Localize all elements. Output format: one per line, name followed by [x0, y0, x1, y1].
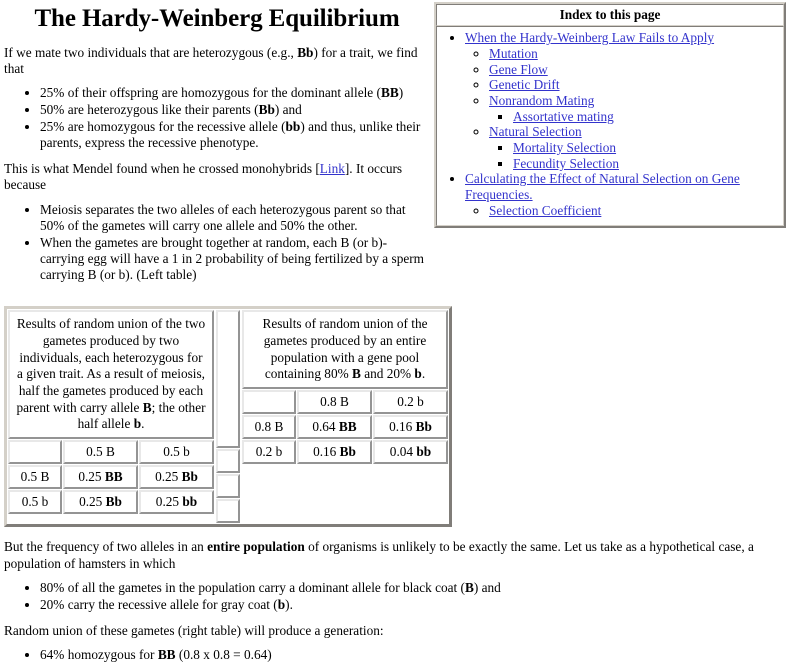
list-item: [40, 580, 794, 596]
index-link-fecundity-selection[interactable]: Fecundity Selection: [513, 155, 619, 171]
cell-genotype: bb: [182, 493, 198, 509]
index-item-mortality-selection: [513, 140, 779, 156]
index-link-genetic-drift[interactable]: Genetic Drift: [489, 77, 560, 93]
list-item: [40, 85, 430, 101]
intro-para1-bold: Bb: [297, 45, 314, 60]
list-item-post: ): [398, 85, 404, 101]
table-row: [216, 449, 240, 473]
list-item-pre: 20% carry the recessive allele for gray coat (: [40, 596, 278, 612]
index-item-gene-flow: [489, 62, 779, 78]
list-item-bold: bb: [285, 119, 301, 135]
list-item-post: ) and: [274, 102, 302, 118]
index-list: [441, 30, 779, 218]
spacer-cell-1: [216, 449, 240, 473]
caption-text: Results of random union of the two gametes produced by two individuals, each heterozygous for a given trait. As a result of meiosis, half the gametes produced by each parent with carry allele: [16, 316, 206, 415]
caption-allele-B: B: [142, 399, 152, 415]
punnett-left-cell-0-1: [139, 465, 214, 489]
intro-paragraph-1: [4, 45, 430, 77]
table-row: [216, 474, 240, 498]
table-row: [242, 440, 448, 464]
intro-para2-pre: This is what Mendel found when he crossed monohybrids [: [4, 161, 320, 177]
index-item-selection-coefficient: [489, 203, 779, 219]
right-index-column: [434, 0, 800, 228]
spacer-cell-top: [216, 310, 240, 448]
punnett-left-cell-0-0: [63, 465, 138, 489]
list-item-text: When the gametes are brought together at random, each B (or b)-carrying egg will have a 1 in 2 probability of being fertilized by a sperm carrying B (or b). (Left table): [40, 234, 425, 282]
list-item: [40, 235, 430, 283]
index-item-assortative-mating: [513, 109, 779, 125]
cell-genotype: Bb: [339, 443, 356, 459]
punnett-right-cell-1-1: [373, 440, 448, 464]
punnett-right-cell-0-0: [297, 415, 372, 439]
table-row: [8, 440, 214, 464]
index-body-cell: [436, 26, 784, 225]
punnett-outer-table: [4, 306, 452, 527]
bottom-para1-pre: But the frequency of two alleles in an: [4, 539, 208, 555]
list-item-pre: 50% are heterozygous like their parents (: [40, 102, 259, 118]
cell-value: 0.16: [389, 418, 413, 434]
cell-genotype: Bb: [415, 418, 432, 434]
top-region: [0, 0, 800, 292]
cell-value: 0.04: [389, 443, 414, 459]
caption-text: Results of random union of the gametes produced by an entire population with a gene pool containing 80%: [262, 316, 428, 382]
index-link-calculating-effect[interactable]: Calculating the Effect of Natural Selection on Gene Frequencies.: [465, 171, 740, 203]
punnett-left-col-header-2: 0.5 b: [139, 440, 214, 464]
index-header-cell: [436, 4, 784, 26]
list-item: [40, 102, 430, 118]
table-row: [8, 465, 214, 489]
index-sublist-2: [465, 203, 779, 219]
caption-allele-B: B: [352, 366, 361, 382]
punnett-right-caption: [242, 310, 448, 388]
cell-value: 0.25: [155, 493, 180, 509]
list-item-pre: 25% of their offspring are homozygous for the dominant allele (: [40, 85, 381, 101]
index-item-calculating-effect: [465, 171, 779, 218]
index-box: [434, 2, 786, 228]
table-row: [242, 390, 448, 414]
list-item-text: Meiosis separates the two alleles of each heterozygous parent so that 50% of the gametes will carry one allele and 50% the other.: [40, 201, 406, 233]
cell-value: 0.25: [78, 468, 102, 484]
index-sublist-nonrandom: [489, 109, 779, 125]
cell-value: 0.25: [155, 468, 179, 484]
punnett-left-cell-1-0: [63, 490, 138, 514]
index-link-mutation[interactable]: Mutation: [489, 45, 538, 61]
index-item-hardy-weinberg-fails: [465, 30, 779, 171]
bottom-para1-bold: entire population: [207, 539, 305, 555]
caption-text-2: and 20%: [360, 366, 415, 382]
index-link-gene-flow[interactable]: Gene Flow: [489, 61, 548, 77]
mechanism-list: [4, 202, 430, 283]
list-item: [40, 202, 430, 234]
index-link-assortative-mating[interactable]: Assortative mating: [513, 108, 614, 124]
caption-text-3: .: [421, 366, 426, 382]
cell-value: 0.25: [79, 493, 103, 509]
intro-para1-post: ) for a trait, we find that: [4, 45, 418, 77]
punnett-spacer-table: [215, 309, 241, 524]
index-link-selection-coefficient[interactable]: Selection Coefficient: [489, 202, 602, 218]
intro-paragraph-2: [4, 161, 430, 193]
cell-genotype: bb: [416, 443, 432, 459]
cell-value: 0.64: [312, 418, 336, 434]
generation-outcome-list: [4, 647, 794, 663]
punnett-right-col-header-1: 0.8 B: [297, 390, 372, 414]
list-item-bold: b: [277, 596, 286, 612]
list-item-bold: Bb: [258, 102, 275, 118]
bottom-region: [0, 539, 800, 663]
index-item-natural-selection: [489, 124, 779, 171]
index-sublist-natural-selection: [489, 140, 779, 171]
spacer-cell-3: [216, 499, 240, 523]
index-item-fecundity-selection: [513, 156, 779, 172]
punnett-right-container: [241, 309, 449, 524]
caption-text-3: .: [141, 416, 145, 432]
list-item-post: (0.8 x 0.8 = 0.64): [175, 647, 272, 663]
punnett-left-row-header-2: 0.5 b: [8, 490, 62, 514]
list-item-bold: BB: [380, 85, 399, 101]
punnett-right-cell-0-1: [373, 415, 448, 439]
index-item-genetic-drift: [489, 77, 779, 93]
index-item-nonrandom-mating: [489, 93, 779, 124]
left-content-column: [0, 0, 434, 292]
punnett-spacer-container: [215, 309, 241, 524]
list-item: [40, 119, 430, 151]
index-link-hardy-weinberg-fails[interactable]: When the Hardy-Weinberg Law Fails to Apply: [465, 30, 715, 46]
punnett-right-corner: [242, 390, 296, 414]
punnett-table-left: [7, 309, 215, 514]
index-title: Index to this page: [559, 7, 661, 22]
punnett-left-caption: [8, 310, 214, 438]
intro-para1-pre: If we mate two individuals that are heterozygous (e.g.,: [4, 45, 298, 60]
list-item-pre: 25% are homozygous for the recessive allele (: [40, 119, 286, 135]
index-link-nonrandom-mating[interactable]: Nonrandom Mating: [489, 93, 595, 109]
caption-allele-b: b: [133, 416, 142, 432]
table-row: [216, 499, 240, 523]
punnett-right-row-header-2: 0.2 b: [242, 440, 296, 464]
cell-genotype: Bb: [181, 468, 198, 484]
cell-value: 0.16: [313, 443, 337, 459]
intro-list: [4, 85, 430, 151]
punnett-left-container: [7, 309, 215, 524]
list-item-post: ) and thus, unlike their parents, express the recessive phenotype.: [40, 119, 421, 151]
punnett-right-col-header-2: 0.2 b: [373, 390, 448, 414]
index-link-mortality-selection[interactable]: Mortality Selection: [513, 140, 617, 156]
index-item-mutation: [489, 46, 779, 62]
punnett-left-row-header-1: 0.5 B: [8, 465, 62, 489]
cell-genotype: BB: [338, 418, 357, 434]
caption-text-2: ; the other half allele: [77, 399, 206, 432]
table-row: [216, 310, 240, 448]
list-item-bold: BB: [157, 647, 176, 663]
list-item-pre: 64% homozygous for: [40, 647, 158, 663]
table-row: [242, 310, 448, 388]
punnett-right-row-header-1: 0.8 B: [242, 415, 296, 439]
table-row: [8, 310, 214, 438]
punnett-left-col-header-1: 0.5 B: [63, 440, 138, 464]
caption-allele-b: b: [414, 366, 422, 382]
hamster-population-list: [4, 580, 794, 613]
list-item: [40, 647, 794, 663]
list-item-pre: 80% of all the gametes in the population carry a dominant allele for black coat (: [40, 579, 465, 595]
punnett-table-right: [241, 309, 449, 464]
list-item-bold: B: [464, 579, 474, 595]
bottom-paragraph-2: Random union of these gametes (right table) will produce a generation:: [4, 622, 384, 638]
list-item-post: ) and: [473, 579, 501, 595]
table-row: [8, 490, 214, 514]
table-row: [242, 415, 448, 439]
index-link-natural-selection[interactable]: Natural Selection: [489, 124, 582, 140]
cell-genotype: Bb: [105, 493, 122, 509]
list-item: [40, 597, 794, 613]
page-title: The Hardy-Weinberg Equilibrium: [34, 5, 400, 32]
index-sublist-1: [465, 46, 779, 172]
punnett-squares-region: [4, 306, 800, 527]
punnett-right-cell-1-0: [297, 440, 372, 464]
punnett-left-cell-1-1: [139, 490, 214, 514]
punnett-left-corner: [8, 440, 62, 464]
bottom-paragraph-1: [4, 539, 794, 571]
mendel-link[interactable]: Link: [319, 161, 345, 177]
bottom-para1-post: of organisms is unlikely to be exactly the same. Let us take as a hypothetical case, a population of hamsters in which: [4, 539, 754, 571]
intro-para2-post: ]. It occurs because: [4, 161, 403, 193]
spacer-cell-2: [216, 474, 240, 498]
list-item-post: ).: [285, 596, 293, 612]
cell-genotype: BB: [104, 468, 123, 484]
